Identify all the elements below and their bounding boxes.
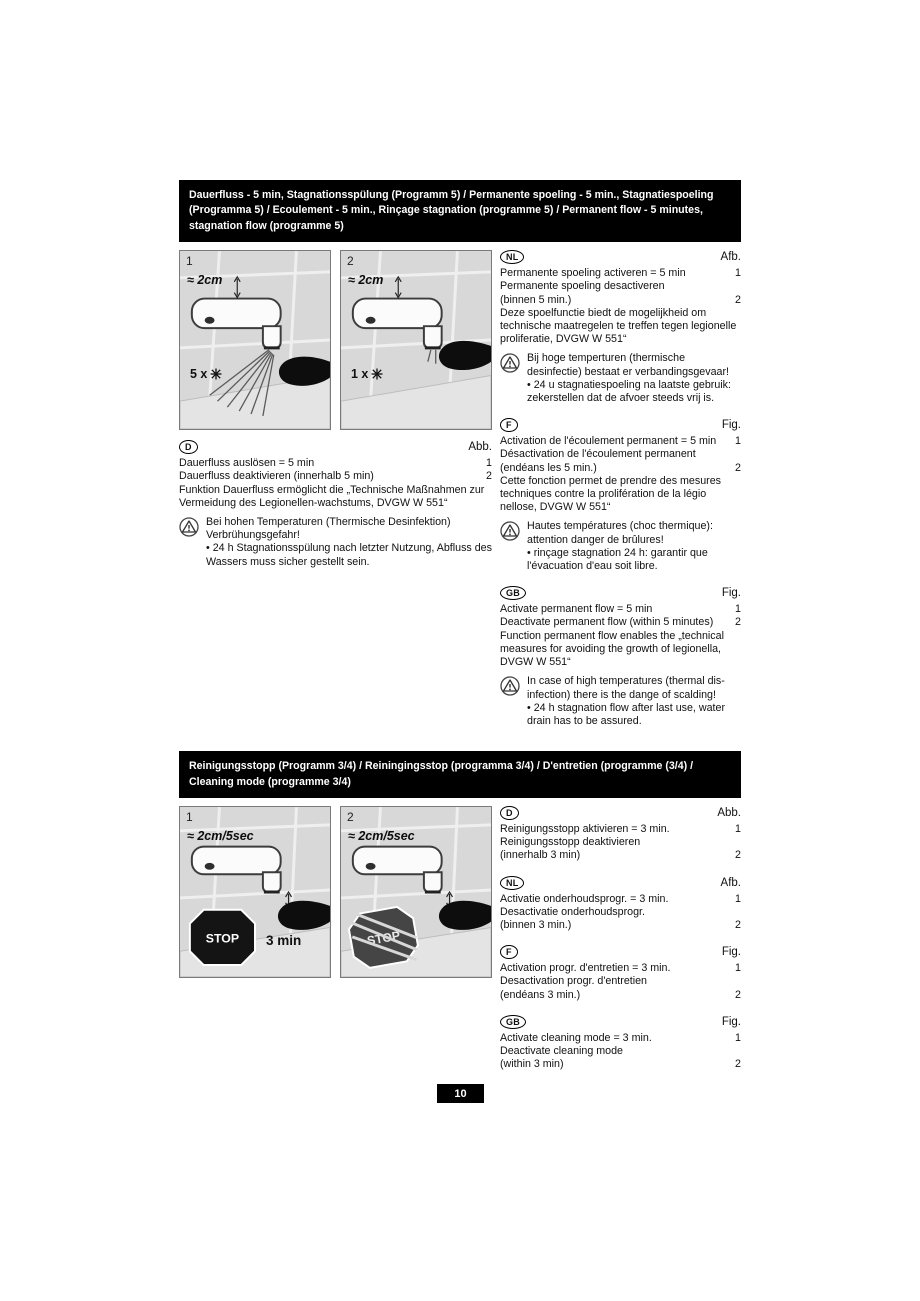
- hand-icon: [439, 341, 491, 370]
- instruction-row: (innerhalb 3 min) 2: [500, 849, 741, 862]
- lang-block-nl: [500, 876, 741, 933]
- warning-text: In case of high temperatures (thermal dis-infection) there is the dange of scalding! • 24 h stagnation flow after last use, water drain has to be assured.: [527, 675, 726, 727]
- page-number: 10: [437, 1084, 484, 1103]
- body-text: Funktion Dauerfluss ermöglicht die „Technische Maßnahmen zur Vermeidung des Legionellen-wachstums, DVGW W 551“: [179, 483, 485, 509]
- distance-label: ≈ 2cm/5sec: [187, 828, 254, 843]
- figure-column-label: Abb.: [717, 806, 741, 819]
- instruction-row: Activation de l'écoulement permanent = 5 min 1: [500, 435, 741, 448]
- faucet-icon: [192, 847, 281, 892]
- instruction-row: Deactivate cleaning mode: [500, 1044, 623, 1057]
- lang-block-gb: [500, 1015, 741, 1072]
- instruction-row: (within 3 min) 2: [500, 1058, 741, 1071]
- warning-text: Hautes températures (choc thermique): attention danger de brûlures! • rinçage stagnation 24 h: garantir que l'évacuation d'eau soit libre.: [527, 520, 713, 573]
- instruction-row: Activation progr. d'entretien = 3 min. 1: [500, 962, 741, 975]
- figure-number: 2: [347, 809, 354, 824]
- instruction-row: (binnen 5 min.) 2: [500, 293, 741, 306]
- warning-text: Bij hoge temperturen (thermische desinfectie) bestaat er verbandingsgevaar! • 24 u stagnatiespoeling na laatste gebruik: zekerstellen dat de afvoer steeds vrij is.: [527, 352, 731, 405]
- instruction-row: (endéans les 5 min.) 2: [500, 461, 741, 474]
- warning-text: Bei hohen Temperaturen (Thermische Desinfektion) Verbrühungsgefahr! • 24 h Stagnationsspülung nach letzter Nutzung, Abfluss des Wassers muss sicher gestellt sein.: [206, 516, 492, 568]
- figure-2-permanent-flow-off: [340, 250, 492, 430]
- section1-right-column: [500, 250, 741, 741]
- stop-sign: [190, 910, 255, 965]
- blink-count-label: 5 x: [190, 367, 222, 381]
- lang-block-fr: [500, 418, 741, 573]
- section2-columns: [179, 806, 741, 1084]
- distance-arrow: [234, 277, 240, 298]
- faucet-icon: [353, 847, 442, 892]
- lang-badge-gb: GB: [500, 1015, 526, 1029]
- warning-note: [500, 352, 741, 405]
- instruction-row: (binnen 3 min.) 2: [500, 918, 741, 931]
- distance-label: ≈ 2cm/5sec: [348, 828, 415, 843]
- figure-number: 2: [347, 254, 354, 269]
- lang-block-header: [500, 418, 741, 432]
- body-text: Deze spoelfunctie biedt de mogelijkheid om technische maatregelen te treffen tegen legionelle proliferatie, DVGW W 551“: [500, 306, 737, 346]
- sensor-window: [366, 317, 376, 324]
- lang-block-header: [500, 250, 741, 264]
- hand-icon: [278, 901, 330, 930]
- counter-surface: [341, 376, 491, 429]
- instruction-row: Dauerfluss deaktivieren (innerhalb 5 min) 2: [179, 470, 492, 483]
- lang-block-header: [500, 806, 741, 820]
- page-content: [179, 180, 741, 1084]
- instruction-row: Dauerfluss auslösen = 5 min 1: [179, 457, 492, 470]
- lang-badge-fr: F: [500, 418, 518, 432]
- hand-icon: [439, 901, 491, 930]
- section2-title-bar: Reinigungsstopp (Programm 3/4) / Reiningingsstop (programma 3/4) / D'entretien (programme (3/4) / Cleaning mode (programme 3/4): [179, 751, 741, 798]
- body-text: Cette fonction permet de prendre des mesures techniques contre la prolifération de la légio nellose, DVGW W 551“: [500, 474, 721, 514]
- figure-2-cleaning-mode-off: [340, 806, 492, 978]
- section1-left-column: [179, 250, 492, 582]
- instruction-row: Reinigungsstopp aktivieren = 3 min. 1: [500, 822, 741, 835]
- body-text: Function permanent flow enables the „technical measures for avoiding the growth of legionella, DVGW W 551“: [500, 629, 724, 669]
- lang-block-header: [179, 440, 492, 454]
- warning-note: [500, 675, 741, 728]
- figure-column-label: Fig.: [721, 587, 741, 600]
- stop-sign-label: STOP: [205, 931, 240, 946]
- instruction-row: Desactivatie onderhoudsprogr.: [500, 905, 645, 918]
- warning-note: [179, 516, 492, 569]
- figure-column-label: Fig.: [721, 1015, 741, 1028]
- sensor-window: [205, 317, 215, 324]
- stop-sign-label: STOP: [365, 928, 402, 949]
- figure-column-label: Afb.: [720, 251, 741, 264]
- spark-icon: [371, 368, 383, 380]
- blink-count-label: 1 x: [351, 367, 383, 381]
- lang-block-header: [500, 586, 741, 600]
- distance-arrow: [395, 277, 401, 298]
- instruction-row: Activate permanent flow = 5 min 1: [500, 603, 741, 616]
- section2-figures: [179, 806, 492, 978]
- instruction-row: Reinigungsstopp deaktivieren: [500, 836, 641, 849]
- faucet-icon: [192, 299, 281, 348]
- lang-badge-gb: GB: [500, 586, 526, 600]
- lang-badge-de: D: [500, 806, 519, 820]
- warning-icon: [500, 676, 520, 696]
- water-drips: [428, 350, 436, 364]
- instruction-row: Activate cleaning mode = 3 min. 1: [500, 1031, 741, 1044]
- lang-block-header: [500, 945, 741, 959]
- lang-block-gb: [500, 586, 741, 728]
- figure-1-permanent-flow-on: [179, 250, 331, 430]
- instruction-row: Desactivation progr. d'entretien: [500, 975, 647, 988]
- sensor-window: [205, 863, 215, 870]
- instruction-row: Deactivate permanent flow (within 5 minutes) 2: [500, 616, 741, 629]
- duration-label: 3 min: [266, 932, 302, 948]
- lang-badge-fr: F: [500, 945, 518, 959]
- warning-note: [500, 520, 741, 573]
- section1-columns: [179, 250, 741, 741]
- figure-1-cleaning-mode-on: [179, 806, 331, 978]
- distance-label: ≈ 2cm: [187, 273, 223, 288]
- lang-block-header: [500, 1015, 741, 1029]
- lang-block-de: [500, 806, 741, 863]
- figure-column-label: Abb.: [468, 441, 492, 454]
- section2-left-column: [179, 806, 492, 978]
- instruction-row: Activatie onderhoudsprogr. = 3 min. 1: [500, 892, 741, 905]
- instruction-row: Permanente spoeling activeren = 5 min 1: [500, 267, 741, 280]
- hand-icon: [279, 357, 330, 386]
- warning-icon: [500, 353, 520, 373]
- figure-column-label: Fig.: [721, 419, 741, 432]
- figure-number: 1: [186, 809, 193, 824]
- lang-badge-nl: NL: [500, 876, 524, 890]
- figure-column-label: Afb.: [720, 876, 741, 889]
- lang-block-nl: [500, 250, 741, 405]
- lang-badge-de: D: [179, 440, 198, 454]
- faucet-icon: [353, 299, 442, 348]
- lang-badge-nl: NL: [500, 250, 524, 264]
- lang-block-de: [179, 440, 492, 569]
- section1-figures: [179, 250, 492, 430]
- warning-icon: [179, 517, 199, 537]
- distance-label: ≈ 2cm: [348, 273, 384, 288]
- figure-number: 1: [186, 254, 193, 269]
- lang-block-header: [500, 876, 741, 890]
- figure-column-label: Fig.: [721, 946, 741, 959]
- section2-right-column: [500, 806, 741, 1084]
- sensor-window: [366, 863, 376, 870]
- lang-block-fr: [500, 945, 741, 1002]
- instruction-row: (endéans 3 min.) 2: [500, 988, 741, 1001]
- warning-icon: [500, 521, 520, 541]
- section1-title-bar: Dauerfluss - 5 min, Stagnationsspülung (Programm 5) / Permanente spoeling - 5 min., Stagnatiespoeling (Programma 5) / Ecoulement - 5 min., Rinçage stagnation (programme 5) / Permanent flow - 5 minutes, stagnation flow (programme 5): [179, 180, 741, 242]
- instruction-row: Désactivation de l'écoulement permanent: [500, 448, 696, 461]
- instruction-row: Permanente spoeling desactiveren: [500, 280, 665, 293]
- spark-icon: [210, 368, 222, 380]
